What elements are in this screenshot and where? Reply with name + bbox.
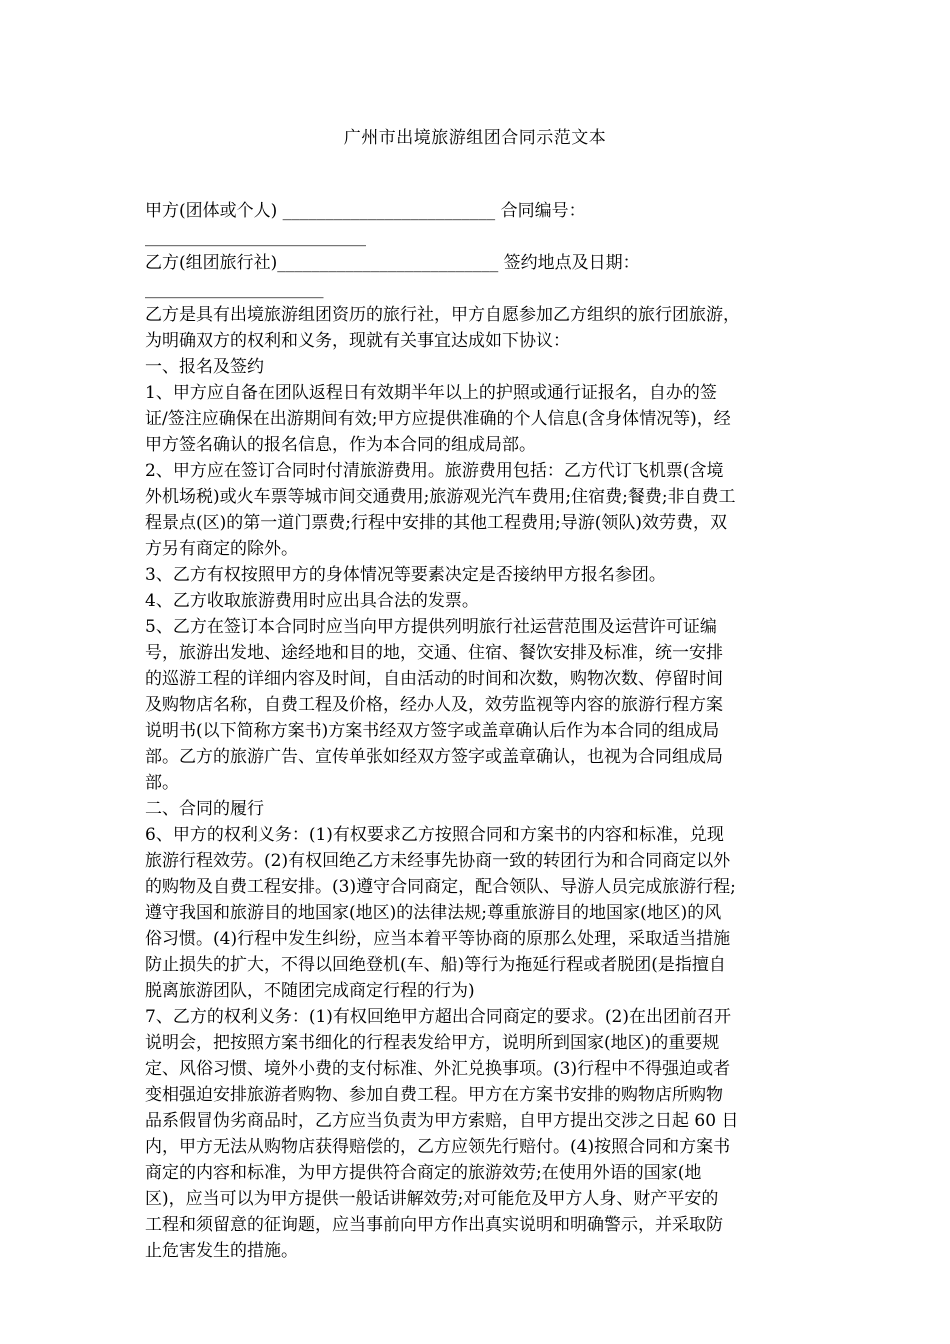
text-line: 二、合同的履行 — [145, 799, 264, 819]
text-line: 5、乙方在签订本合同时应当向甲方提供列明旅行社运营范围及运营许可证编 — [145, 617, 717, 637]
text-line: 防止损失的扩大，不得以回绝登机(车、船)等行为拖延行程或者脱团(是指擅自 — [145, 955, 726, 975]
text-line: 说明书(以下简称方案书)方案书经双方签字或盖章确认后作为本合同的组成局 — [145, 721, 720, 741]
document-title: 广州市出境旅游组团合同示范文本 — [343, 128, 607, 148]
text-line: 号，旅游出发地、途经地和目的地，交通、住宿、餐饮安排及标准，统一安排 — [145, 643, 723, 663]
text-line: 证/签注应确保在出游期间有效;甲方应提供准确的个人信息(含身体情况等)，经 — [145, 409, 731, 429]
text-line: 部。 — [145, 773, 179, 793]
text-line: 部。乙方的旅游广告、宣传单张如经双方签字或盖章确认，也视为合同组成局 — [145, 747, 723, 767]
text-line: 2、甲方应在签订合同时付清旅游费用。旅游费用包括：乙方代订飞机票(含境 — [145, 461, 724, 481]
text-line: 遵守我国和旅游目的地国家(地区)的法律法规;尊重旅游目的地国家(地区)的风 — [145, 903, 722, 923]
text-line: 及购物店名称，自费工程及价格，经办人及，效劳监视等内容的旅游行程方案 — [145, 695, 723, 715]
text-line: 的巡游工程的详细内容及时间，自由活动的时间和次数，购物次数、停留时间 — [145, 669, 723, 689]
text-line: 的购物及自费工程安排。(3)遵守合同商定，配合领队、导游人员完成旅游行程; — [145, 877, 736, 897]
text-line: __________________________ — [145, 227, 366, 247]
text-line: 品系假冒伪劣商品时，乙方应当负责为甲方索赔，自甲方提出交涉之日起 60 日 — [145, 1111, 739, 1131]
text-line: 工程和须留意的征询题，应当事前向甲方作出真实说明和明确警示，并采取防 — [145, 1215, 723, 1235]
text-line: 4、乙方收取旅游费用时应出具合法的发票。 — [145, 591, 479, 611]
text-line: 内，甲方无法从购物店获得赔偿的，乙方应领先行赔付。(4)按照合同和方案书 — [145, 1137, 731, 1157]
text-line: _____________________ — [145, 279, 324, 299]
text-line: 乙方是具有出境旅游组团资历的旅行社，甲方自愿参加乙方组织的旅行团旅游， — [145, 305, 740, 325]
text-line: 程景点(区)的第一道门票费;行程中安排的其他工程费用;导游(领队)效劳费，双 — [145, 513, 727, 533]
text-line: 7、乙方的权利义务：(1)有权回绝甲方超出合同商定的要求。(2)在出团前召开 — [145, 1007, 731, 1027]
text-line: 说明会，把按照方案书细化的行程表发给甲方，说明所到国家(地区)的重要规 — [145, 1033, 720, 1053]
document-body — [145, 198, 810, 1264]
text-line: 脱离旅游团队，不随团完成商定行程的行为) — [145, 981, 475, 1001]
text-line: 区)，应当可以为甲方提供一般话讲解效劳;对可能危及甲方人身、财产平安的 — [145, 1189, 719, 1209]
text-line: 1、甲方应自备在团队返程日有效期半年以上的护照或通行证报名，自办的签 — [145, 383, 717, 403]
text-line: 定、风俗习惯、境外小费的支付标准、外汇兑换事项。(3)行程中不得强迫或者 — [145, 1059, 731, 1079]
text-line: 为明确双方的权利和义务，现就有关事宜达成如下协议： — [145, 331, 570, 351]
text-line: 方另有商定的除外。 — [145, 539, 298, 559]
text-line: 俗习惯。(4)行程中发生纠纷，应当本着平等协商的原那么处理，采取适当措施 — [145, 929, 731, 949]
text-line: 乙方(组团旅行社)__________________________ 签约地点及日期： — [145, 253, 640, 273]
text-line: 甲方(团体或个人) _________________________ 合同编号： — [145, 201, 586, 221]
text-line: 止危害发生的措施。 — [145, 1241, 298, 1261]
text-line: 旅游行程效劳。(2)有权回绝乙方未经事先协商一致的转团行为和合同商定以外 — [145, 851, 731, 871]
text-line: 一、报名及签约 — [145, 357, 264, 377]
text-line: 外机场税)或火车票等城市间交通费用;旅游观光汽车费用;住宿费;餐费;非自费工 — [145, 487, 736, 507]
text-line: 变相强迫安排旅游者购物、参加自费工程。甲方在方案书安排的购物店所购物 — [145, 1085, 723, 1105]
text-line: 甲方签名确认的报名信息，作为本合同的组成局部。 — [145, 435, 536, 455]
text-line: 3、乙方有权按照甲方的身体情况等要素决定是否接纳甲方报名参团。 — [145, 565, 666, 585]
text-line: 6、甲方的权利义务：(1)有权要求乙方按照合同和方案书的内容和标准，兑现 — [145, 825, 724, 845]
text-line: 商定的内容和标准，为甲方提供符合商定的旅游效劳;在使用外语的国家(地 — [145, 1163, 702, 1183]
